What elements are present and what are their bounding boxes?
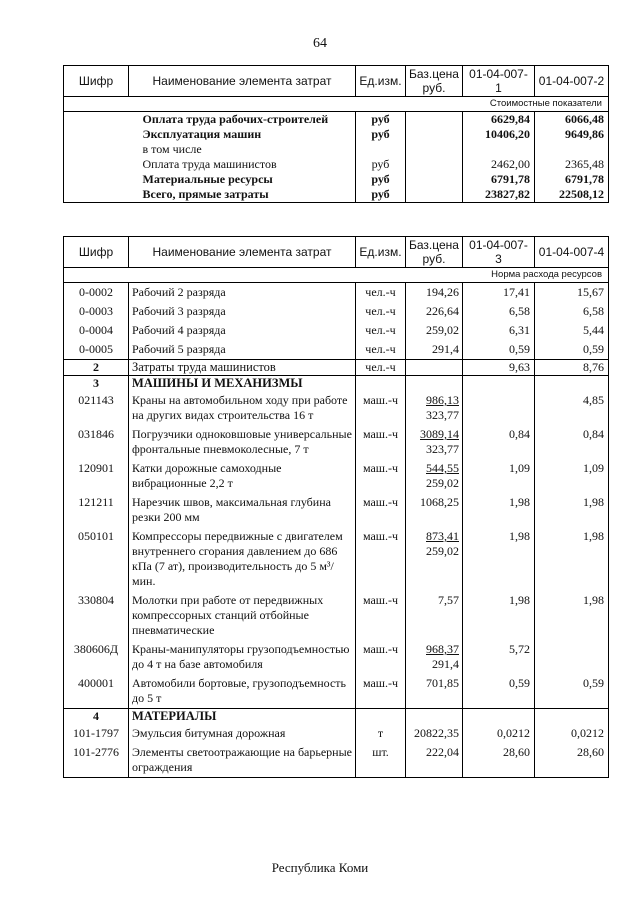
row-value-2: 0,59 [535,340,609,360]
row-name: в том числе [142,142,202,156]
row-name: Материальные ресурсы [142,172,273,186]
table-row [64,527,609,591]
row-price: 259,02 [406,321,463,340]
row-value-1: 6,31 [463,321,535,340]
resource-table [63,236,609,778]
row-value-1: 17,41 [463,283,535,303]
resource-table-subheader [64,268,609,283]
row-price: 20822,35 [406,724,463,743]
table-row [64,172,609,187]
row-value-2: 5,44 [535,321,609,340]
row-value-2 [535,640,609,674]
row-price-secondary: 259,02 [426,476,459,490]
row-value-1: 10406,20 [463,127,535,142]
row-price: 1068,25 [406,493,463,527]
section-heading [64,709,609,725]
table-row [64,321,609,340]
row-unit: чел.-ч [356,340,406,360]
row-value-1: 1,98 [463,591,535,640]
row-code: 380606Д [64,640,129,674]
row-price: 701,85 [406,674,463,709]
table-row [64,112,609,128]
row-value-1: 28,60 [463,743,535,778]
row-price-secondary: 323,77 [426,408,459,422]
header-col1: 01-04-007-1 [463,66,535,97]
row-name: Рабочий 4 разряда [129,321,356,340]
row-value-1: 2462,00 [463,157,535,172]
row-name: Катки дорожные самоходные вибрационные 2,2 т [129,459,356,493]
row-price: 986,13 [426,393,459,407]
table-row [64,674,609,709]
row-code: 2 [64,360,129,376]
row-value-2: 1,98 [535,591,609,640]
row-name: Рабочий 3 разряда [129,302,356,321]
row-name: Краны на автомобильном ходу при работе на других видах строительства 16 т [129,391,356,425]
row-unit: руб [356,187,406,203]
table-row [64,591,609,640]
row-unit: руб [356,112,406,128]
row-name: Компрессоры передвижные с двигателем внутреннего сгорания давлением до 686 кПа (7 ат), производительность до 5 м³/мин. [129,527,356,591]
table-row [64,340,609,360]
section-title: МАШИНЫ И МЕХАНИЗМЫ [129,376,356,392]
row-unit [356,142,406,157]
row-price: 3089,14 [420,427,459,441]
section-heading [64,376,609,392]
row-value-2: 28,60 [535,743,609,778]
row-value-2: 9649,86 [535,127,609,142]
row-unit: чел.-ч [356,302,406,321]
header-col2: 01-04-007-2 [535,66,609,97]
row-unit: маш.-ч [356,493,406,527]
row-code: 120901 [64,459,129,493]
header-code: Шифр [64,66,129,97]
row-value-2: 1,09 [535,459,609,493]
row-name: Рабочий 2 разряда [129,283,356,303]
row-value-1 [463,142,535,157]
row-value-2: 0,0212 [535,724,609,743]
subheader-label: Норма расхода ресурсов [64,268,609,283]
row-price: 873,41 [426,529,459,543]
row-name: Автомобили бортовые, грузоподъемность до 5 т [129,674,356,709]
row-value-1: 0,84 [463,425,535,459]
row-code: 101-2776 [64,743,129,778]
cost-table-header [64,66,609,97]
row-value-2: 22508,12 [535,187,609,203]
row-price-secondary: 291,4 [432,657,459,671]
table-row [64,391,609,425]
row-value-2: 2365,48 [535,157,609,172]
table-row [64,142,609,157]
footer-region: Республика Коми [271,860,369,875]
row-unit: маш.-ч [356,674,406,709]
table-row [64,459,609,493]
row-value-1: 23827,82 [463,187,535,203]
row-unit: маш.-ч [356,640,406,674]
row-price: 226,64 [406,302,463,321]
row-code: 3 [64,376,129,392]
row-price: 222,04 [406,743,463,778]
row-name: Погрузчики одноковшовые универсальные фронтальные пневмоколесные, 7 т [129,425,356,459]
table-row [64,724,609,743]
row-value-2: 15,67 [535,283,609,303]
row-name: Эмульсия битумная дорожная [129,724,356,743]
row-value-1: 6791,78 [463,172,535,187]
row-unit: чел.-ч [356,321,406,340]
row-code: 121211 [64,493,129,527]
header-col2: 01-04-007-4 [535,237,609,268]
table-row [64,425,609,459]
table-row [64,283,609,303]
row-value-2: 1,98 [535,527,609,591]
row-value-2: 1,98 [535,493,609,527]
table-row [64,127,609,142]
row-name: Всего, прямые затраты [129,187,356,203]
row-name: Элементы светоотражающие на барьерные ограждения [129,743,356,778]
row-name: Оплата труда машинистов [142,157,277,171]
row-price-secondary: 323,77 [426,442,459,456]
row-code: 050101 [64,527,129,591]
row-code: 0-0003 [64,302,129,321]
row-code: 0-0004 [64,321,129,340]
row-unit: руб [356,157,406,172]
row-value-1: 6629,84 [463,112,535,128]
row-value-1: 5,72 [463,640,535,674]
row-value-2: 6791,78 [535,172,609,187]
row-name: Рабочий 5 разряда [129,340,356,360]
row-price-secondary: 259,02 [426,544,459,558]
row-value-1: 1,98 [463,527,535,591]
row-price: 194,26 [406,283,463,303]
header-name: Наименование элемента затрат [129,66,356,97]
header-name: Наименование элемента затрат [129,237,356,268]
row-unit: маш.-ч [356,459,406,493]
table-row [64,493,609,527]
row-value-2: 6066,48 [535,112,609,128]
row-value-2 [535,142,609,157]
header-price: Баз.цена руб. [406,66,463,97]
header-price: Баз.цена руб. [406,237,463,268]
table-row [64,640,609,674]
row-unit: руб [356,127,406,142]
row-unit: руб [356,172,406,187]
row-unit: маш.-ч [356,425,406,459]
row-unit: маш.-ч [356,527,406,591]
row-value-1: 0,59 [463,674,535,709]
row-unit: т [356,724,406,743]
row-unit: шт. [356,743,406,778]
section-row [64,360,609,376]
table-row [64,302,609,321]
row-name: Эксплуатация машин [142,127,262,141]
row-name: Молотки при работе от передвижных компрессорных станций отбойные пневматические [129,591,356,640]
row-value-1 [463,391,535,425]
row-value-2: 0,84 [535,425,609,459]
table-row [64,157,609,172]
row-code: 0-0005 [64,340,129,360]
row-value-2: 0,59 [535,674,609,709]
row-value-1: 9,63 [463,360,535,376]
row-value-1: 0,59 [463,340,535,360]
row-value-2: 8,76 [535,360,609,376]
header-unit: Ед.изм. [356,66,406,97]
row-code: 4 [64,709,129,725]
cost-table-subheader [64,97,609,112]
row-code: 330804 [64,591,129,640]
row-name: Затраты труда машинистов [129,360,356,376]
row-price: 7,57 [406,591,463,640]
row-value-1: 6,58 [463,302,535,321]
table-row [64,743,609,778]
header-unit: Ед.изм. [356,237,406,268]
row-unit: чел.-ч [356,360,406,376]
row-price: 544,55 [426,461,459,475]
header-col1: 01-04-007-3 [463,237,535,268]
row-value-1: 1,09 [463,459,535,493]
row-name: Нарезчик швов, максимальная глубина резки 200 мм [129,493,356,527]
page-number: 64 [313,36,327,51]
cost-table [63,65,609,203]
row-name: Оплата труда рабочих-строителей [142,112,329,126]
row-name: Краны-манипуляторы грузоподъемностью до 4 т на базе автомобиля [129,640,356,674]
row-unit: маш.-ч [356,591,406,640]
row-price: 291,4 [406,340,463,360]
section-title: МАТЕРИАЛЫ [129,709,356,725]
table-row [64,187,609,203]
row-code: 031846 [64,425,129,459]
row-code: 021143 [64,391,129,425]
row-unit: маш.-ч [356,391,406,425]
row-value-1: 0,0212 [463,724,535,743]
row-code: 0-0002 [64,283,129,303]
subheader-label: Стоимостные показатели [64,97,609,112]
row-price: 968,37 [426,642,459,656]
row-value-1: 1,98 [463,493,535,527]
row-unit: чел.-ч [356,283,406,303]
header-code: Шифр [64,237,129,268]
row-value-2: 4,85 [535,391,609,425]
row-value-2: 6,58 [535,302,609,321]
row-code: 101-1797 [64,724,129,743]
resource-table-header [64,237,609,268]
row-code: 400001 [64,674,129,709]
